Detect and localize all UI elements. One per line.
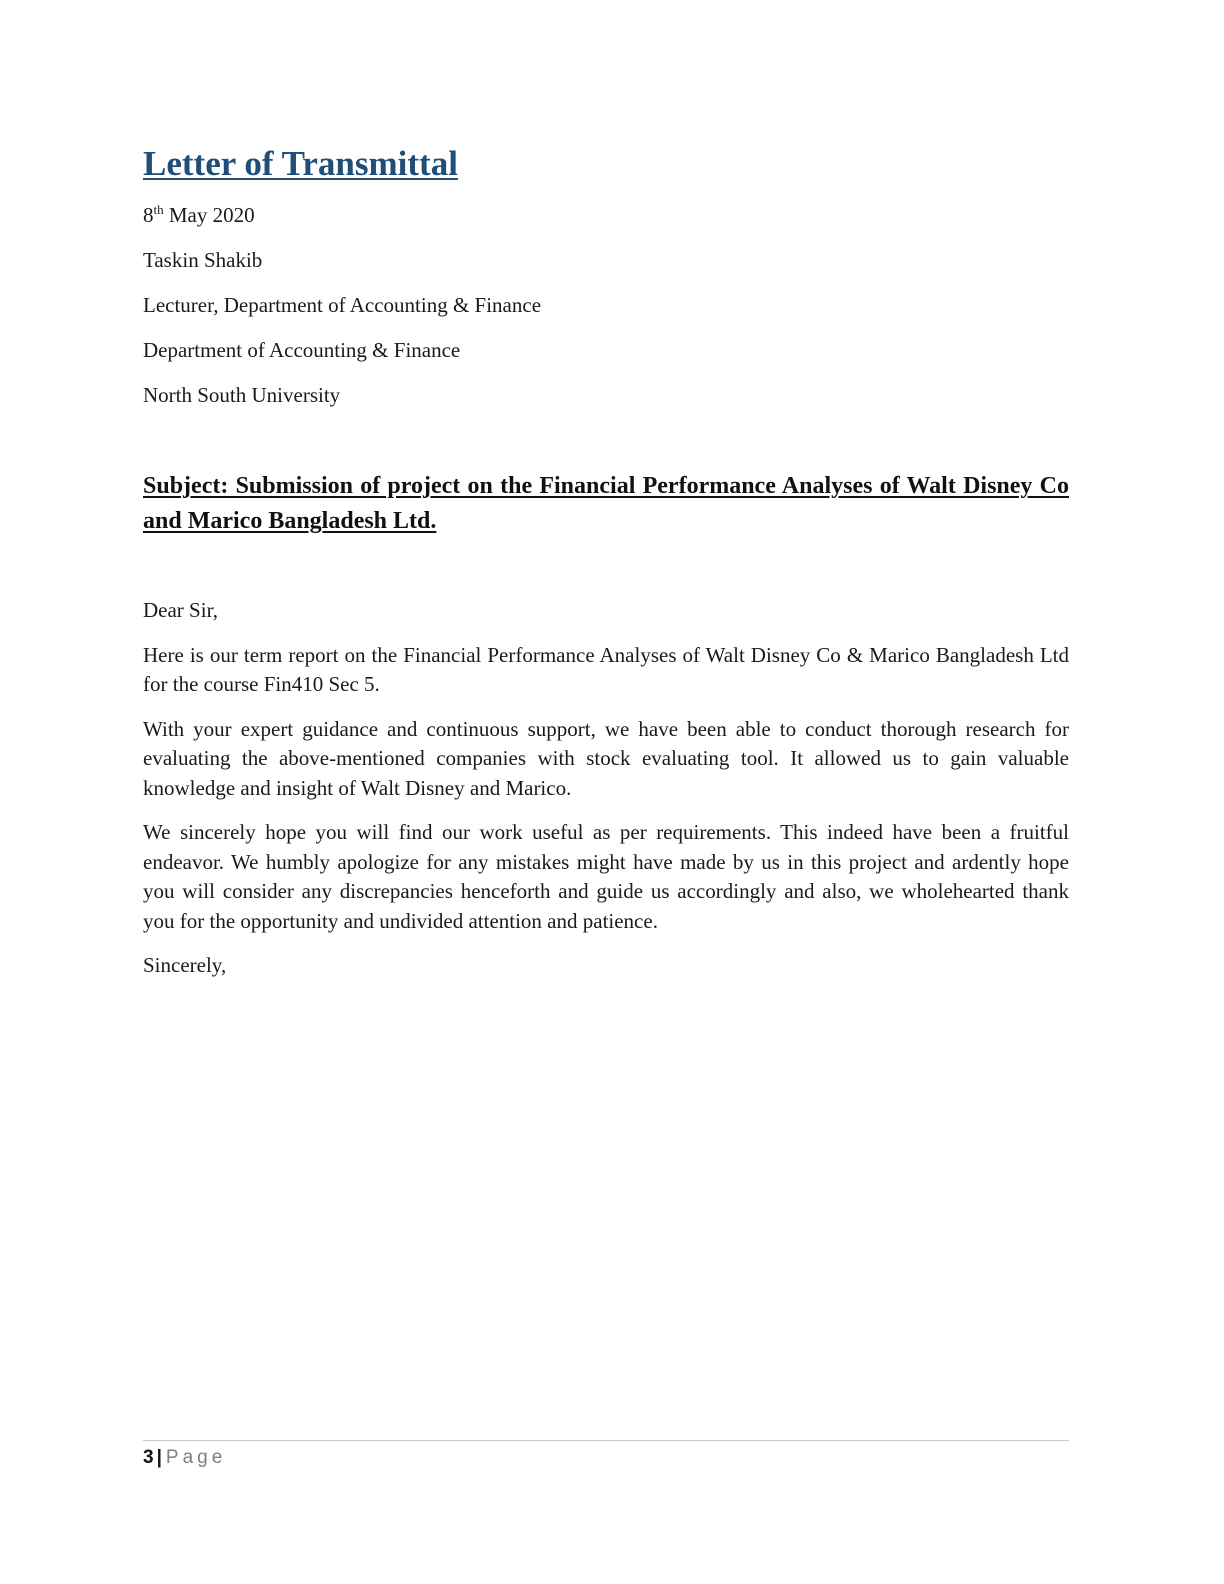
letter-date <box>143 200 1069 230</box>
letter-body <box>143 140 1069 996</box>
footer-separator: | <box>156 1447 162 1468</box>
recipient-position: Lecturer, Department of Accounting & Finance <box>143 293 542 317</box>
recipient-institution: North South University <box>143 383 341 407</box>
paragraph-1: Here is our term report on the Financial Performance Analyses of Walt Disney Co & Marico Bangladesh Ltd for the course Fin410 Sec 5. <box>143 642 1069 696</box>
recipient-department: Department of Accounting & Finance <box>143 338 461 362</box>
salutation: Dear Sir, <box>143 598 218 622</box>
date-suffix: th <box>153 202 164 217</box>
letter-subject: Subject: Submission of project on the Financial Performance Analyses of Walt Disney Co and Marico Bangladesh Ltd. <box>143 473 1069 534</box>
paragraph-2: With your expert guidance and continuous support, we have been able to conduct thorough research for evaluating the above-mentioned companies with stock evaluating tool. It allowed us to gain valuable knowledge and insight of Walt Disney and Marico. <box>143 716 1069 800</box>
page-title: Letter of Transmittal <box>143 144 458 183</box>
recipient-name: Taskin Shakib <box>143 248 263 272</box>
page-number: 3 <box>143 1447 154 1468</box>
page-footer <box>143 1446 226 1470</box>
date-rest: May 2020 <box>163 203 255 227</box>
page-label: Page <box>165 1447 227 1468</box>
footer-divider <box>143 1440 1069 1441</box>
date-day: 8 <box>143 203 154 227</box>
closing: Sincerely, <box>143 953 227 977</box>
paragraph-3: We sincerely hope you will find our work useful as per requirements. This indeed have been a fruitful endeavor. We humbly apologize for any mistakes might have made by us in this project and ardently hope you will consider any discrepancies henceforth and guide us accordingly and also, we wholehearted thank you for the opportunity and undivided attention and patience. <box>143 820 1069 933</box>
